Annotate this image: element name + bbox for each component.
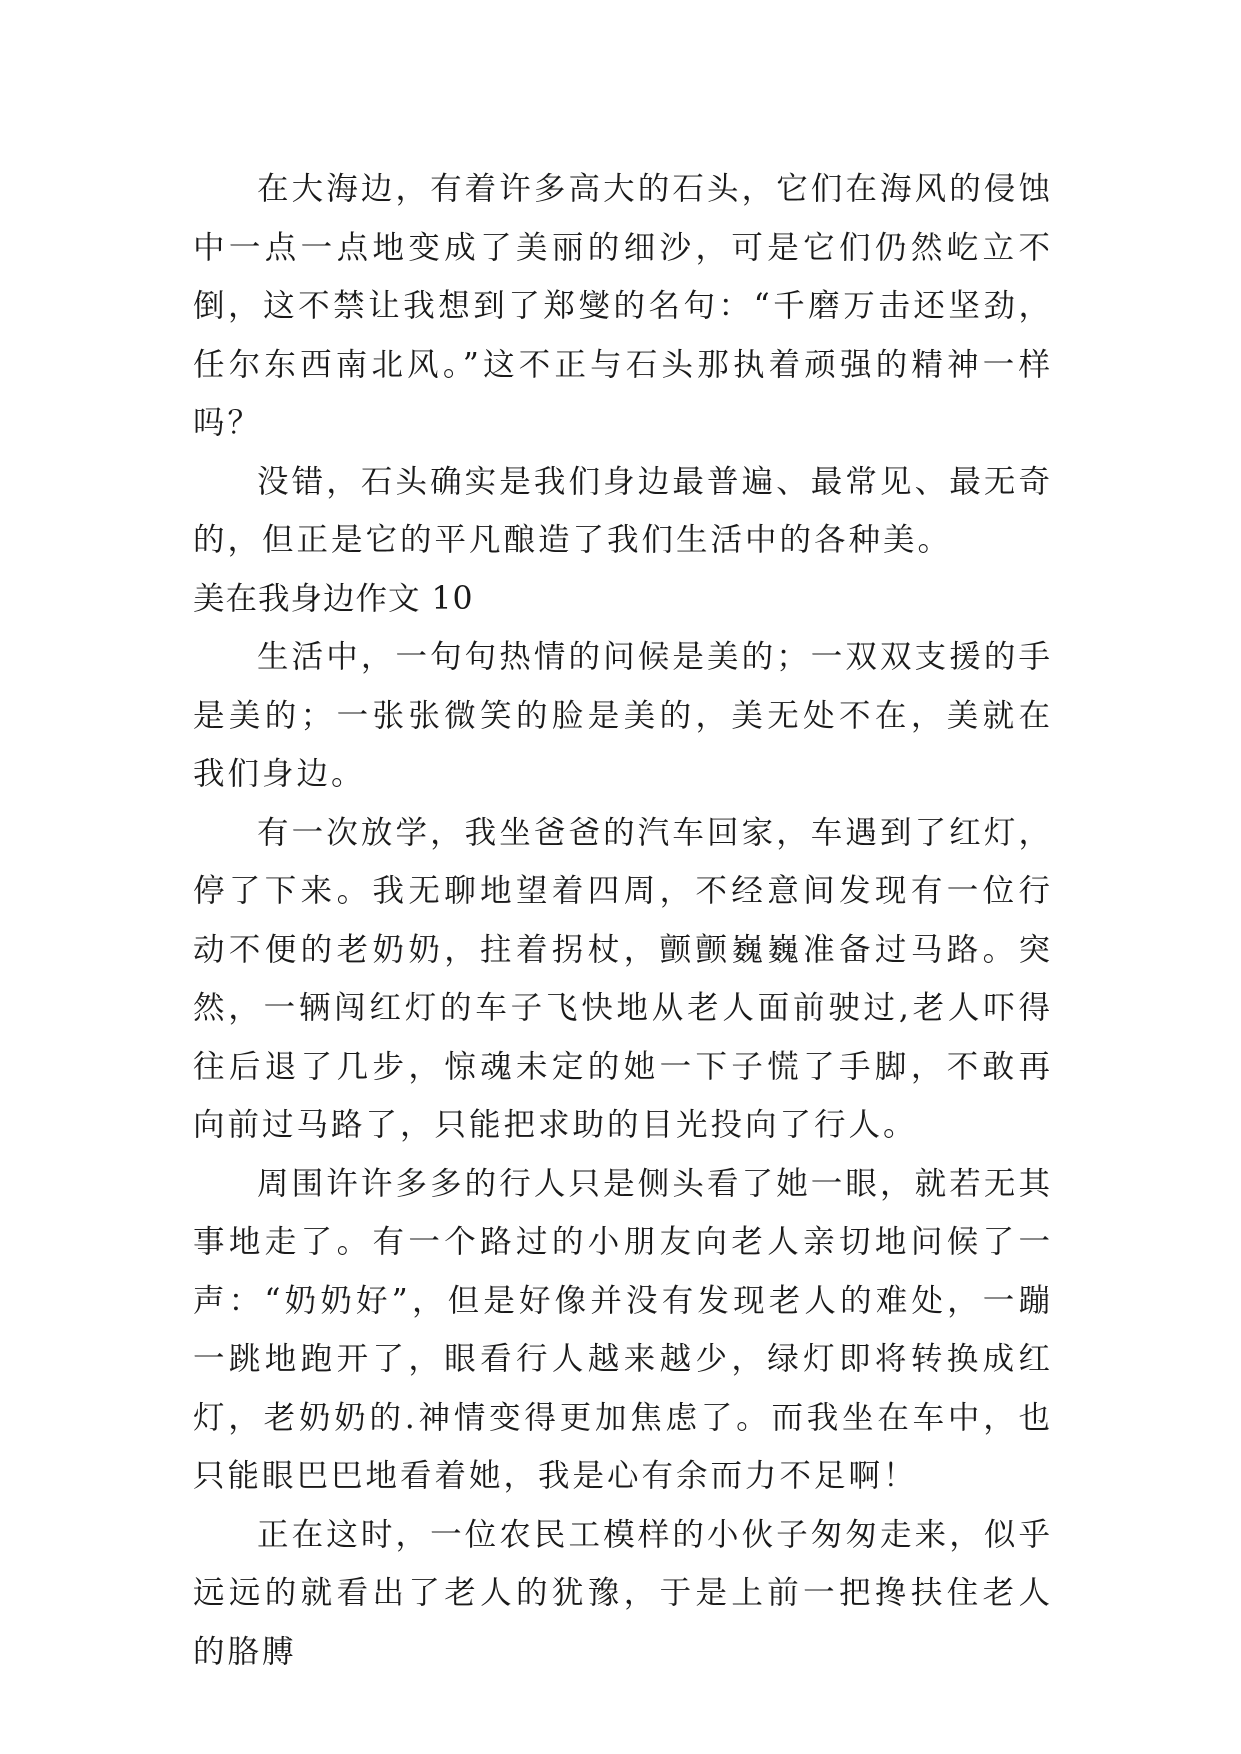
paragraph: 没错，石头确实是我们身边最普遍、最常见、最无奇的，但正是它的平凡酿造了我们生活中的各种美。: [193, 463, 1053, 558]
paragraph: 正在这时，一位农民工模样的小伙子匆匆走来，似乎远远的就看出了老人的犹豫，于是上前一把搀扶住老人的胳膊: [193, 1516, 1053, 1670]
paragraph: 生活中，一句句热情的问候是美的；一双双支援的手是美的；一张张微笑的脸是美的，美无处不在，美就在我们身边。: [193, 639, 1053, 792]
paragraph: 周围许许多多的行人只是侧头看了她一眼，就若无其事地走了。有一个路过的小朋友向老人亲切地问候了一声：“奶奶好”，但是好像并没有发现老人的难处，一蹦一跳地跑开了，眼看行人越来越少，绿灯即将转换成红灯，老奶奶的.神情变得更加焦虑了。而我坐在车中，也只能眼巴巴地看着她，我是心有余而力不足啊！: [193, 1165, 1053, 1494]
paragraph: 在大海边，有着许多高大的石头，它们在海风的侵蚀中一点一点地变成了美丽的细沙，可是它们仍然屹立不倒，这不禁让我想到了郑燮的名句：“千磨万击还坚劲，任尔东西南北风。”这不正与石头那执着顽强的精神一样吗？: [193, 171, 1053, 441]
section-heading: 美在我身边作文 10: [193, 580, 474, 617]
paragraph: 有一次放学，我坐爸爸的汽车回家，车遇到了红灯，停了下来。我无聊地望着四周，不经意间发现有一位行动不便的老奶奶，拄着拐杖，颤颤巍巍准备过马路。突然，一辆闯红灯的车子飞快地从老人面前驶过,老人吓得往后退了几步，惊魂未定的她一下子慌了手脚，不敢再向前过马路了，只能把求助的目光投向了行人。: [193, 814, 1053, 1143]
document-body: [193, 160, 1053, 1681]
